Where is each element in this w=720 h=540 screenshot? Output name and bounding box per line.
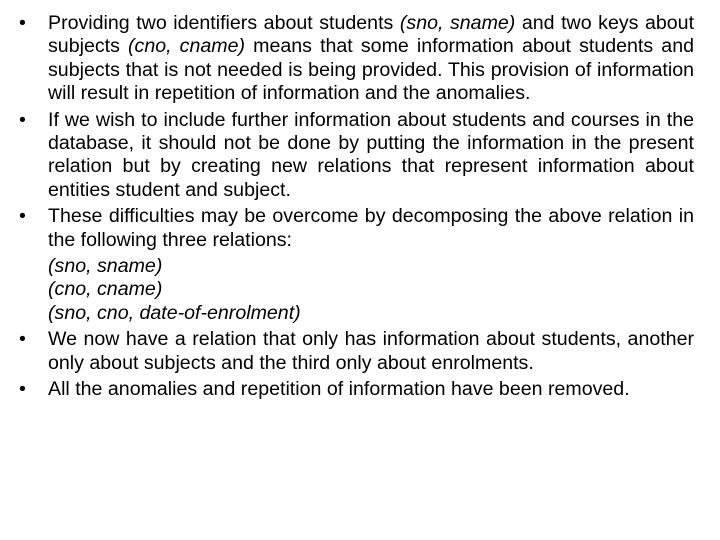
bullet-3-text: These difficulties may be overcome by decomposing the above relation in the following three relations: bbox=[48, 205, 694, 251]
bullet-item-1 bbox=[19, 12, 695, 106]
bullet-item-5 bbox=[19, 378, 694, 401]
bullet-dot-icon: • bbox=[19, 328, 26, 351]
bullet-list bbox=[19, 12, 695, 405]
bullet-item-3 bbox=[19, 205, 694, 325]
relation-subject: (cno, cname) bbox=[48, 278, 163, 301]
bullet-item-4 bbox=[19, 328, 694, 375]
bullet-1-text-mid: and two keys about subjects bbox=[48, 12, 695, 58]
bullet-dot-icon: • bbox=[19, 108, 26, 131]
bullet-1-text-pre: Providing two identifiers about students bbox=[48, 12, 400, 34]
bullet-item-2 bbox=[19, 108, 694, 203]
bullet-dot-icon: • bbox=[19, 12, 26, 34]
bullet-2-text: If we wish to include further information about students and courses in the database, it should not be done by putting the information in the present relation but by creating new relations that represent information about entities student and subject. bbox=[48, 108, 694, 201]
relation-student: (sno, sname) bbox=[48, 255, 163, 278]
bullet-1-italic-student-keys: (sno, sname) bbox=[399, 12, 516, 34]
bullet-1-text-post: means that some information about students and subjects that is not needed is being provided. This provision of information will result in repetition of information and the anomalies. bbox=[48, 35, 694, 105]
bullet-1-italic-subject-keys: (cno, cname) bbox=[128, 35, 246, 58]
bullet-5-text: All the anomalies and repetition of information have been removed. bbox=[48, 378, 630, 401]
relation-enrolment: (sno, cno, date-of-enrolment) bbox=[48, 301, 301, 324]
bullet-dot-icon: • bbox=[19, 205, 26, 228]
bullet-4-text: We now have a relation that only has information about students, another only about subjects and the third only about enrolments. bbox=[48, 328, 694, 374]
bullet-dot-icon: • bbox=[19, 378, 26, 401]
